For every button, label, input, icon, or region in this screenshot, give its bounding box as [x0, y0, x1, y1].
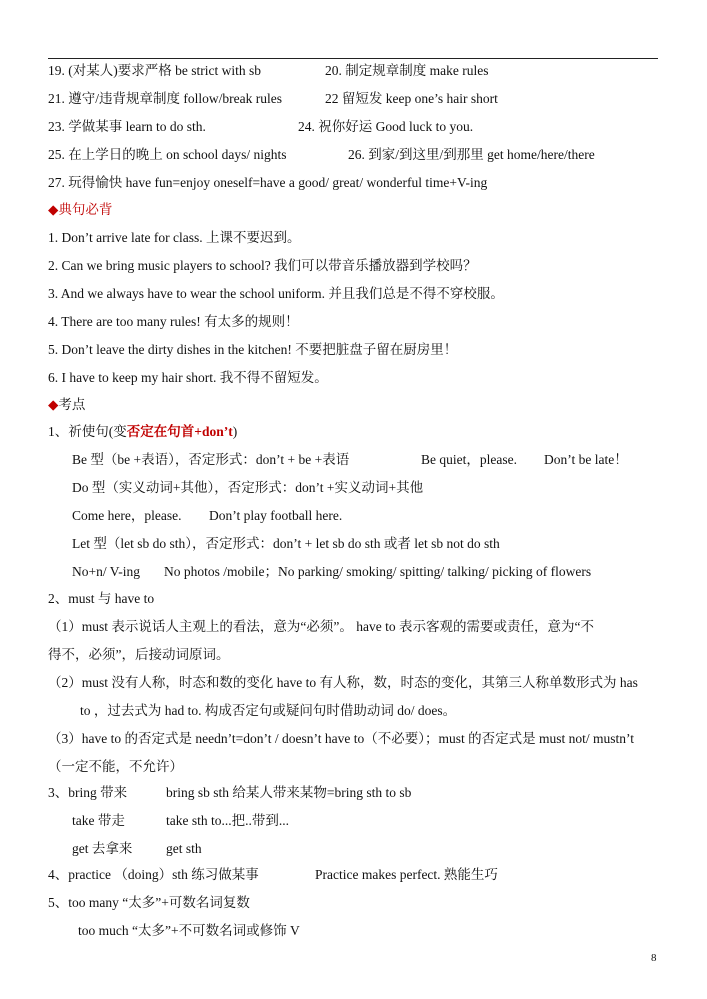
point-2-line-1: （1）must 表示说话人主观上的看法，意为“必须”。 have to 表示客观的需要或责任，意为“不 — [48, 619, 594, 634]
header-rule — [48, 58, 658, 59]
be-type-example-2: Don’t be late！ — [544, 452, 628, 467]
no-type-examples: No photos /mobile；No parking/ smoking/ spitting/ talking/ picking of flowers — [164, 564, 592, 579]
sentence-2: 2. Can we bring music players to school? 我们可以带音乐播放器到学校吗？ — [48, 258, 477, 273]
point-4-proverb: Practice makes perfect. 熟能生巧 — [315, 867, 498, 882]
phrase-20: 20. 制定规章制度 make rules — [325, 63, 489, 78]
point-2-line-2: 得不，必须”，后接动词原词。 — [48, 647, 230, 662]
page-number: 8 — [651, 952, 657, 964]
phrase-25: 25. 在上学日的晚上 on school days/ nights — [48, 147, 287, 162]
do-type-example-1: Come here，please. — [72, 508, 182, 523]
phrase-22: 22 留短发 keep one’s hair short — [325, 91, 498, 106]
let-type-rule: Let 型（let sb do sth），否定形式：don’t + let sb do sth 或者 let sb not do sth — [72, 536, 500, 551]
point-3-bring: 3、bring 带来 — [48, 785, 128, 800]
point-2-heading: 2、must 与 have to — [48, 591, 155, 606]
point-2-line-6: （一定不能，不允许） — [48, 759, 183, 774]
do-type-example-2: Don’t play football here. — [209, 508, 343, 523]
point-3-get: get 去拿来 — [72, 841, 133, 856]
section-points-heading: ◆考点 — [48, 397, 86, 412]
sentence-6: 6. I have to keep my hair short. 我不得不留短发。 — [48, 370, 328, 385]
point-4-practice: 4、practice （doing）sth 练习做某事 — [48, 867, 259, 882]
phrase-21: 21. 遵守/违背规章制度 follow/break rules — [48, 91, 282, 106]
phrase-27: 27. 玩得愉快 have fun=enjoy oneself=have a good/ great/ wonderful time+V-ing — [48, 175, 488, 190]
point-3-get-usage: get sth — [166, 841, 202, 856]
phrase-24: 24. 祝你好运 Good luck to you. — [298, 119, 474, 134]
phrase-23: 23. 学做某事 learn to do sth. — [48, 119, 206, 134]
sentence-5: 5. Don’t leave the dirty dishes in the kitchen! 不要把脏盘子留在厨房里！ — [48, 342, 458, 357]
point-3-take: take 带走 — [72, 813, 125, 828]
point-5-too-many: 5、too many “太多”+可数名词复数 — [48, 895, 250, 910]
phrase-26: 26. 到家/到这里/到那里 get home/here/there — [348, 147, 595, 162]
point-2-line-5: （3）have to 的否定式是 needn’t=don’t / doesn’t have to（不必要）；must 的否定式是 must not/ mustn’t — [48, 731, 634, 746]
do-type-rule: Do 型（实义动词+其他），否定形式：don’t +实义动词+其他 — [72, 480, 424, 495]
point-2-line-4: to ，过去式为 had to. 构成否定句或疑问句时借助动词 do/ does。 — [80, 703, 457, 718]
point-2-line-3: （2）must 没有人称，时态和数的变化 have to 有人称，数，时态的变化，其第三人称单数形式为 has — [48, 675, 638, 690]
phrase-19: 19. (对某人)要求严格 be strict with sb — [48, 63, 261, 78]
no-type-rule: No+n/ V-ing — [72, 564, 141, 579]
sentence-3: 3. And we always have to wear the school uniform. 并且我们总是不得不穿校服。 — [48, 286, 504, 301]
sentence-4: 4. There are too many rules! 有太多的规则！ — [48, 314, 299, 329]
point-5-too-much: too much “太多”+不可数名词或修饰 V — [78, 923, 300, 938]
be-type-rule: Be 型（be +表语），否定形式：don’t + be +表语 — [72, 452, 350, 467]
point-3-take-usage: take sth to...把..带到... — [166, 813, 289, 828]
point-1-heading: 1、祈使句(变否定在句首+don’t) — [48, 424, 238, 439]
sentence-1: 1. Don’t arrive late for class. 上课不要迟到。 — [48, 230, 301, 245]
point-3-bring-usage: bring sb sth 给某人带来某物=bring sth to sb — [166, 785, 412, 800]
section-sentences-heading: ◆典句必背 — [48, 202, 113, 217]
be-type-example-1: Be quiet，please. — [421, 452, 517, 467]
